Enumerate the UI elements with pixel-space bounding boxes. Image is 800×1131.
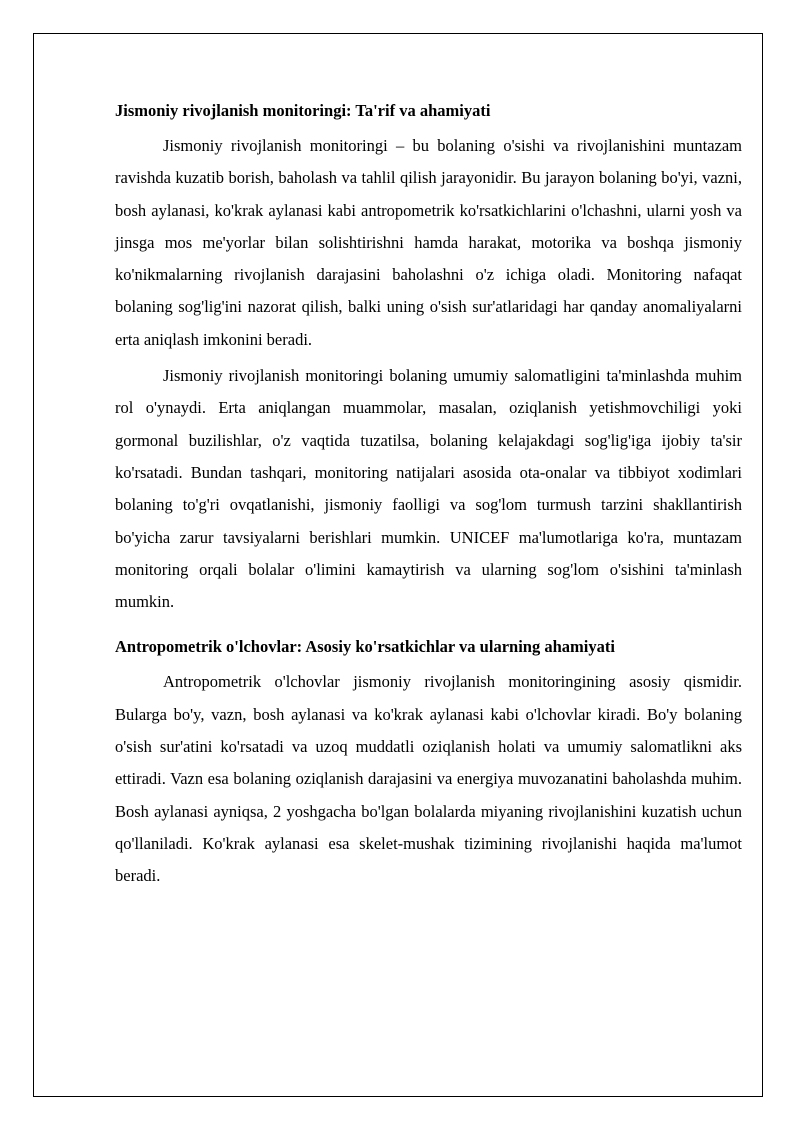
section-heading-anthropometric: Antropometrik o'lchovlar: Asosiy ko'rsatkichlar va ularning ahamiyati xyxy=(115,637,615,657)
document-body xyxy=(115,100,742,897)
section-heading-monitoring: Jismoniy rivojlanish monitoringi: Ta'rif va ahamiyati xyxy=(115,101,491,120)
section-gap xyxy=(115,622,742,636)
paragraph-monitoring-importance: Jismoniy rivojlanish monitoringi bolaning umumiy salomatligini ta'minlashda muhim rol o'ynaydi. Erta aniqlangan muammolar, masalan, oziqlanish yetishmovchiligi yoki gormonal buzilishlar, o'z vaqtida tuzatilsa, bolaning kelajakdagi sog'lig'iga ijobiy ta'sir ko'rsatadi. Bundan tashqari, monitoring natijalari asosida ota-onalar va tibbiyot xodimlari bolaning to'g'ri ovqatlanishi, jismoniy faolligi va sog'lom turmush tarzini shakllantirish bo'yicha zarur tavsiyalarni berishlari mumkin. UNICEF ma'lumotlariga ko'ra, muntazam monitoring orqali bolalar o'limini kamaytirish va ularning sog'lom o'sishini ta'minlash mumkin. xyxy=(115,366,742,612)
paragraph-anthropometric-measures: Antropometrik o'lchovlar jismoniy rivojlanish monitoringining asosiy qismidir. Bularga bo'y, vazn, bosh aylanasi va ko'krak aylanasi kabi o'lchovlar kiradi. Bo'y bolaning o'sish sur'atini ko'rsatadi va uzoq muddatli oziqlanish holati va umumiy salomatlikni aks ettiradi. Vazn esa bolaning oziqlanish darajasini va energiya muvozanatini baholashda muhim. Bosh aylanasi ayniqsa, 2 yoshgacha bo'lgan bolalarda miyaning rivojlanishini kuzatish uchun qo'llaniladi. Ko'krak aylanasi esa skelet-mushak tizimining rivojlanishi haqida ma'lumot beradi. xyxy=(115,672,742,886)
paragraph-monitoring-definition: Jismoniy rivojlanish monitoringi – bu bolaning o'sishi va rivojlanishini muntazam ravishda kuzatib borish, baholash va tahlil qilish jarayonidir. Bu jarayon bolaning bo'yi, vazni, bosh aylanasi, ko'krak aylanasi kabi antropometrik ko'rsatkichlarini o'lchashni, ularni yosh va jinsga mos me'yorlar bilan solishtirishni hamda harakat, motorika va boshqa jismoniy ko'nikmalarning rivojlanish darajasini baholashni o'z ichiga oladi. Monitoring nafaqat bolaning sog'lig'ini nazorat qilish, balki uning o'sish sur'atlaridagi har qanday anomaliyalarni erta aniqlash imkonini beradi. xyxy=(115,136,742,349)
